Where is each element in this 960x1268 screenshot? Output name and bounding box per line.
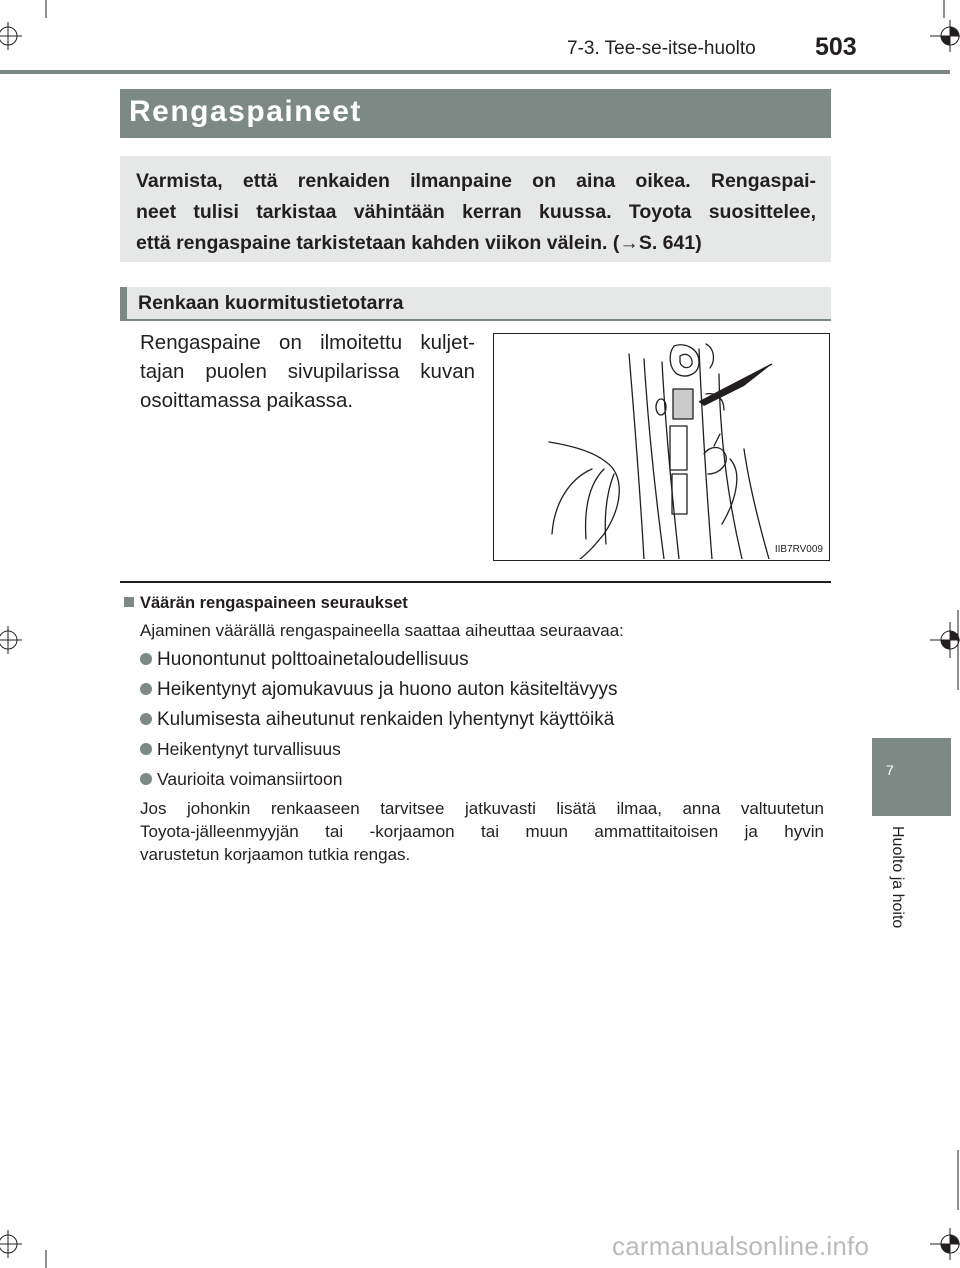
crosshair-icon xyxy=(0,626,22,654)
closing-line-2: Toyota-jälleenmyyjän tai -korjaamon tai muun ammattitaitoisen ja hyvin xyxy=(140,822,824,841)
crosshair-icon xyxy=(0,1230,22,1258)
bullet-text: Huonontunut polttoainetaloudellisuus xyxy=(157,649,469,670)
chapter-number: 7 xyxy=(886,762,894,778)
intro-line-1: Varmista, että renkaiden ilmanpaine on aina oikea. Rengaspai- xyxy=(136,170,816,192)
closing-line-1: Jos johonkin renkaaseen tarvitsee jatkuvasti lisätä ilmaa, anna valtuutetun xyxy=(140,799,824,818)
figure-code: IIB7RV009 xyxy=(774,544,823,555)
page-reference-link[interactable]: S. 641) xyxy=(638,232,702,254)
closing-line-3: varustetun korjaamon tutkia rengas. xyxy=(140,845,411,864)
bullet-text: Heikentynyt ajomukavuus ja huono auton käsiteltävyys xyxy=(157,679,618,700)
reference-arrow-icon: → xyxy=(619,232,639,254)
page-number: 503 xyxy=(815,33,857,61)
chapter-label: Huolto ja hoito xyxy=(889,826,906,929)
body-para-line-1: Rengaspaine on ilmoitettu kuljet- xyxy=(140,331,475,354)
bullet-text: Heikentynyt turvallisuus xyxy=(157,739,341,759)
intro-line-2: neet tulisi tarkistaa vähintään kerran kuussa. Toyota suosittelee, xyxy=(136,201,816,223)
running-header-section: 7-3. Tee-se-itse-huolto xyxy=(567,38,756,59)
bullet-text: Kulumisesta aiheutunut renkaiden lyhentynyt käyttöikä xyxy=(157,709,615,730)
crosshair-icon xyxy=(0,22,22,50)
page-title: Rengaspaineet xyxy=(129,95,362,128)
body-para-line-3: osoittamassa paikassa. xyxy=(140,389,354,412)
section-heading-text: Renkaan kuormitustietotarra xyxy=(138,292,404,314)
intro-line-3-text: että rengaspaine tarkistetaan kahden viikon välein. ( xyxy=(136,232,620,254)
note-heading-text: Väärän rengaspaineen seuraukset xyxy=(140,594,408,612)
body-para-line-2: tajan puolen sivupilarissa kuvan xyxy=(140,360,475,383)
bullet-text: Vaurioita voimansiirtoon xyxy=(157,769,343,789)
watermark: carmanualsonline.info xyxy=(612,1231,870,1261)
note-intro: Ajaminen väärällä rengaspaineella saattaa aiheuttaa seuraavaa: xyxy=(140,621,624,640)
